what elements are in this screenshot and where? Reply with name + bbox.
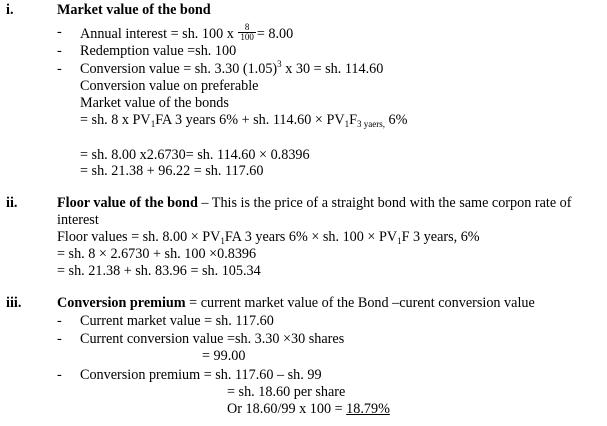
premium-percent-line <box>227 402 390 417</box>
floor-values-calc-line: = sh. 8 × 2.6730 + sh. 100 ×0.8396 <box>57 246 257 262</box>
market-value-bonds-line: Market value of the bonds <box>80 95 229 111</box>
section-heading-market-value <box>57 3 211 18</box>
current-conversion-value-line: Current conversion value =sh. 3.30 ×30 shares <box>80 331 345 347</box>
text: 6% <box>384 112 408 128</box>
premium-per-share-line: = sh. 18.60 per share <box>227 384 346 400</box>
text: FA 3 years 6% + sh. 114.60 × PV <box>155 112 345 128</box>
bullet-dash: - <box>57 43 62 59</box>
conversion-premium-line: Conversion premium = sh. 117.60 – sh. 99 <box>80 367 322 383</box>
premium-percent-value: 18.79% <box>346 401 390 417</box>
text: Annual interest = sh. 100 x <box>80 25 238 42</box>
floor-values-formula-line <box>57 230 480 245</box>
fraction-denominator: 100 <box>240 32 254 42</box>
text: F <box>349 112 357 128</box>
subscript: 1 <box>220 236 225 246</box>
text: x 30 = sh. 114.60 <box>281 61 384 77</box>
section-number-iii: iii. <box>6 295 22 311</box>
text: Conversion value = sh. 3.30 (1.05) <box>80 61 278 77</box>
floor-value-continuation: interest <box>57 212 99 228</box>
section-number-i: i. <box>6 2 14 18</box>
bullet-dash: - <box>57 24 62 40</box>
conversion-value-line <box>80 59 384 77</box>
floor-value-heading-line <box>57 196 572 211</box>
heading-text: Market value of the bond <box>57 2 211 18</box>
heading-text: Floor value of the bond <box>57 195 198 211</box>
fraction <box>238 23 256 42</box>
bullet-dash: - <box>57 313 62 329</box>
current-market-value-line: Current market value = sh. 117.60 <box>80 313 274 329</box>
text: Or 18.60/99 x 100 = <box>227 401 347 417</box>
market-value-calc-line: = sh. 8.00 x2.6730= sh. 114.60 × 0.8396 <box>80 147 310 163</box>
conversion-premium-heading-line <box>57 296 535 311</box>
floor-values-result-line: = sh. 21.38 + sh. 83.96 = sh. 105.34 <box>57 263 261 279</box>
bullet-dash: - <box>57 367 62 383</box>
text: = 8.00 <box>256 25 294 42</box>
text: F 3 years, 6% <box>401 229 480 245</box>
conversion-preferable-line: Conversion value on preferable <box>80 78 259 94</box>
bullet-dash: - <box>57 331 62 347</box>
text: Floor values = sh. 8.00 × PV <box>57 229 221 245</box>
market-value-formula-line <box>80 113 407 128</box>
market-value-result-line: = sh. 21.38 + 96.22 = sh. 117.60 <box>80 163 264 179</box>
annual-interest-line <box>80 22 294 44</box>
bullet-dash: - <box>57 61 62 77</box>
redemption-value-line: Redemption value =sh. 100 <box>80 43 237 59</box>
conversion-value-result: = 99.00 <box>202 348 246 364</box>
subscript: 3 yaers, <box>356 119 385 129</box>
text: = sh. 8 x PV <box>80 112 151 128</box>
fraction-numerator: 8 <box>244 22 250 32</box>
text: – This is the price of a straight bond with the same corpon rate of <box>197 195 572 211</box>
section-number-ii: ii. <box>6 195 18 211</box>
text: = current market value of the Bond –curent conversion value <box>185 295 535 311</box>
heading-text: Conversion premium <box>57 295 186 311</box>
subscript: 1 <box>150 119 156 129</box>
subscript: 1 <box>397 236 402 246</box>
text: FA 3 years 6% × sh. 100 × PV <box>224 229 398 245</box>
superscript: 3 <box>277 59 282 69</box>
subscript: 1 <box>344 119 350 129</box>
